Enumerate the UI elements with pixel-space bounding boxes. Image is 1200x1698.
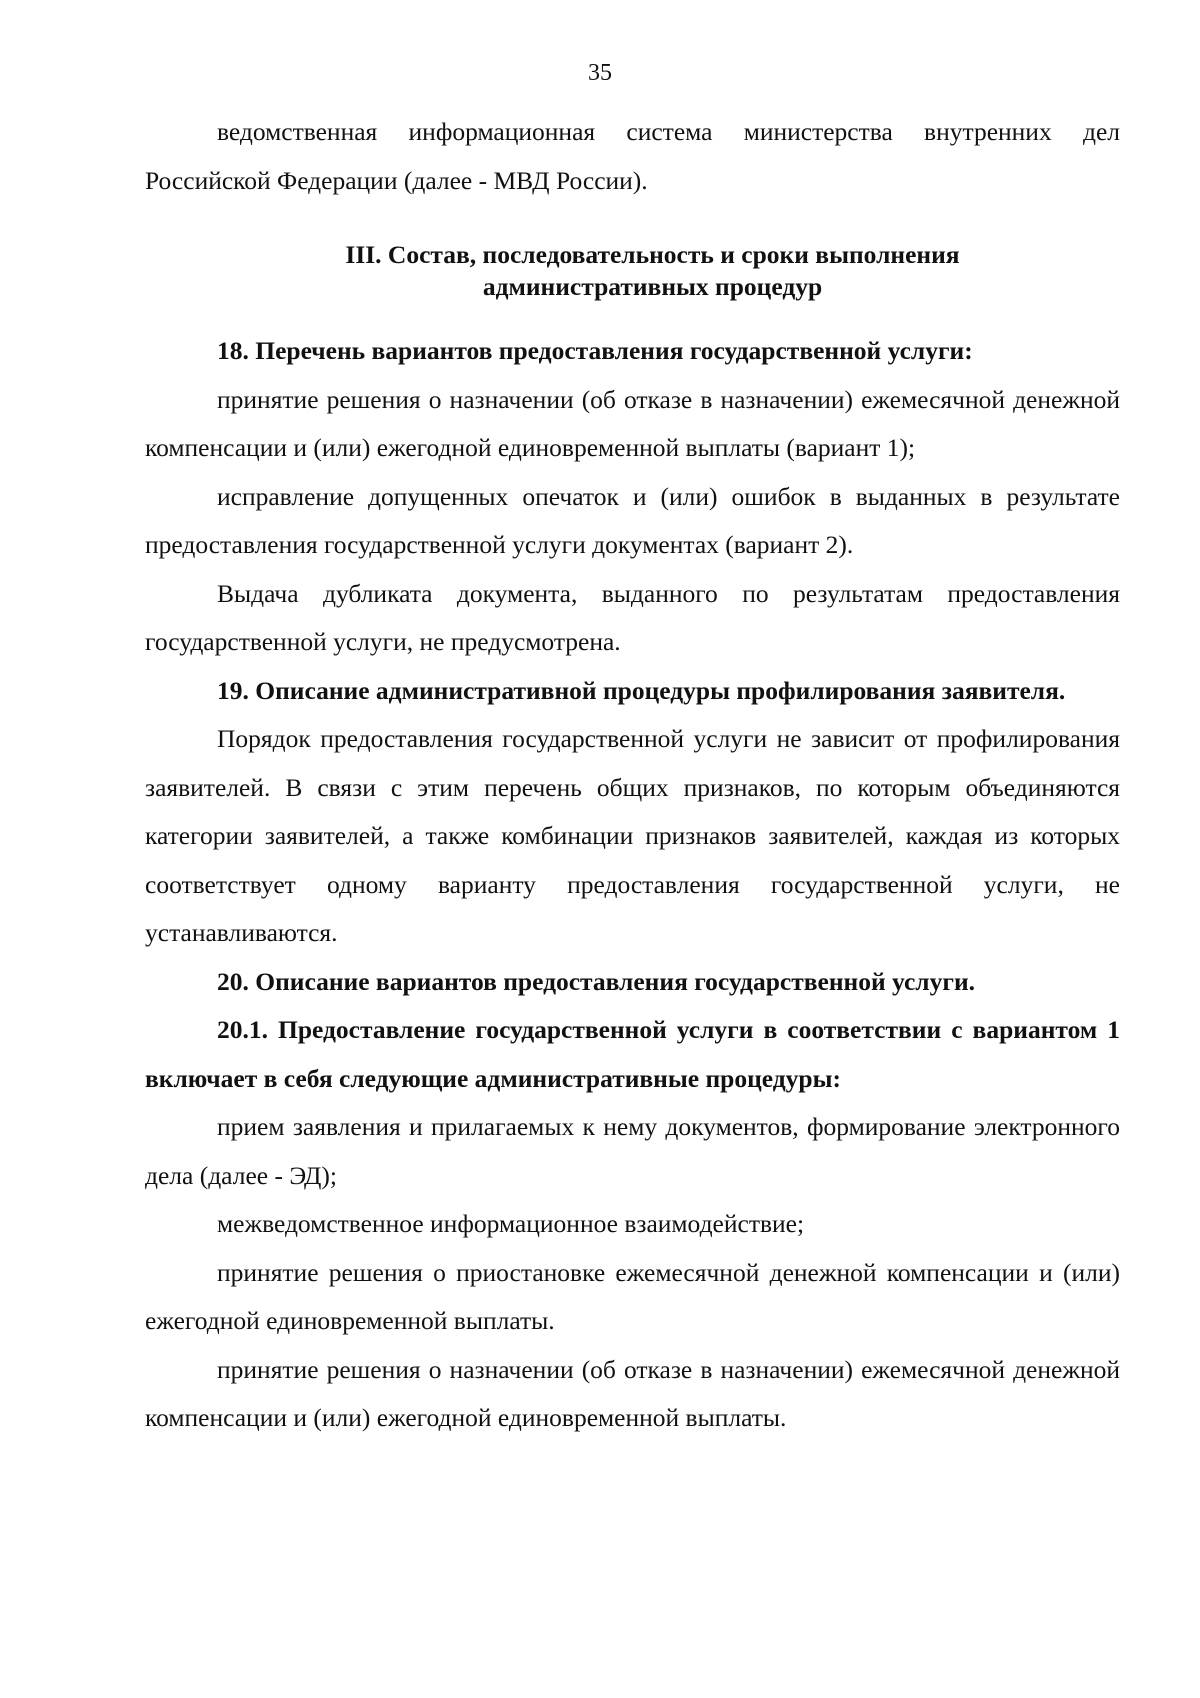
- procedure-3: принятие решения о приостановке ежемесячной денежной компенсации и (или) ежегодной единовременной выплаты.: [145, 1257, 1120, 1335]
- section-title: [145, 239, 1120, 303]
- intro-paragraph: ведомственная информационная система министерства внутренних дел Российской Федерации (далее - МВД России).: [145, 117, 1120, 195]
- item-18-paragraph-3: Выдача дубликата документа, выданного по результатам предоставления государственной услуги, не предусмотрена.: [145, 578, 1120, 656]
- item-20-heading: 20. Описание вариантов предоставления государственной услуги.: [217, 966, 976, 996]
- item-18-paragraph-2: исправление допущенных опечаток и (или) ошибок в выданных в результате предоставления государственной услуги документах (вариант 2).: [145, 481, 1120, 559]
- section-title-line-2: административных процедур: [482, 272, 823, 301]
- document-body: [145, 108, 1120, 1443]
- procedure-1: прием заявления и прилагаемых к нему документов, формирование электронного дела (далее - ЭД);: [145, 1112, 1120, 1190]
- item-18-paragraph-1: принятие решения о назначении (об отказе в назначении) ежемесячной денежной компенсации и (или) ежегодной единовременной выплаты (вариант 1);: [145, 384, 1120, 462]
- item-20-1-heading: 20.1. Предоставление государственной услуги в соответствии с вариантом 1 включает в себя следующие административные процедуры:: [145, 1015, 1120, 1093]
- procedure-2: межведомственное информационное взаимодействие;: [217, 1209, 805, 1238]
- page-number: 35: [588, 60, 612, 86]
- item-19-paragraph-1: Порядок предоставления государственной услуги не зависит от профилирования заявителей. В связи с этим перечень общих признаков, по которым объединяются категории заявителей, а также комбинации признаков заявителей, каждая из которых соответствует одному варианту предоставления государственной услуги, не устанавливаются.: [145, 724, 1120, 947]
- section-title-line-1: III. Состав, последовательность и сроки выполнения: [345, 240, 960, 269]
- item-18-heading: 18. Перечень вариантов предоставления государственной услуги:: [217, 336, 973, 365]
- item-19-heading: 19. Описание административной процедуры профилирования заявителя.: [217, 675, 1066, 705]
- procedure-4: принятие решения о назначении (об отказе в назначении) ежемесячной денежной компенсации и (или) ежегодной единовременной выплаты.: [145, 1354, 1120, 1432]
